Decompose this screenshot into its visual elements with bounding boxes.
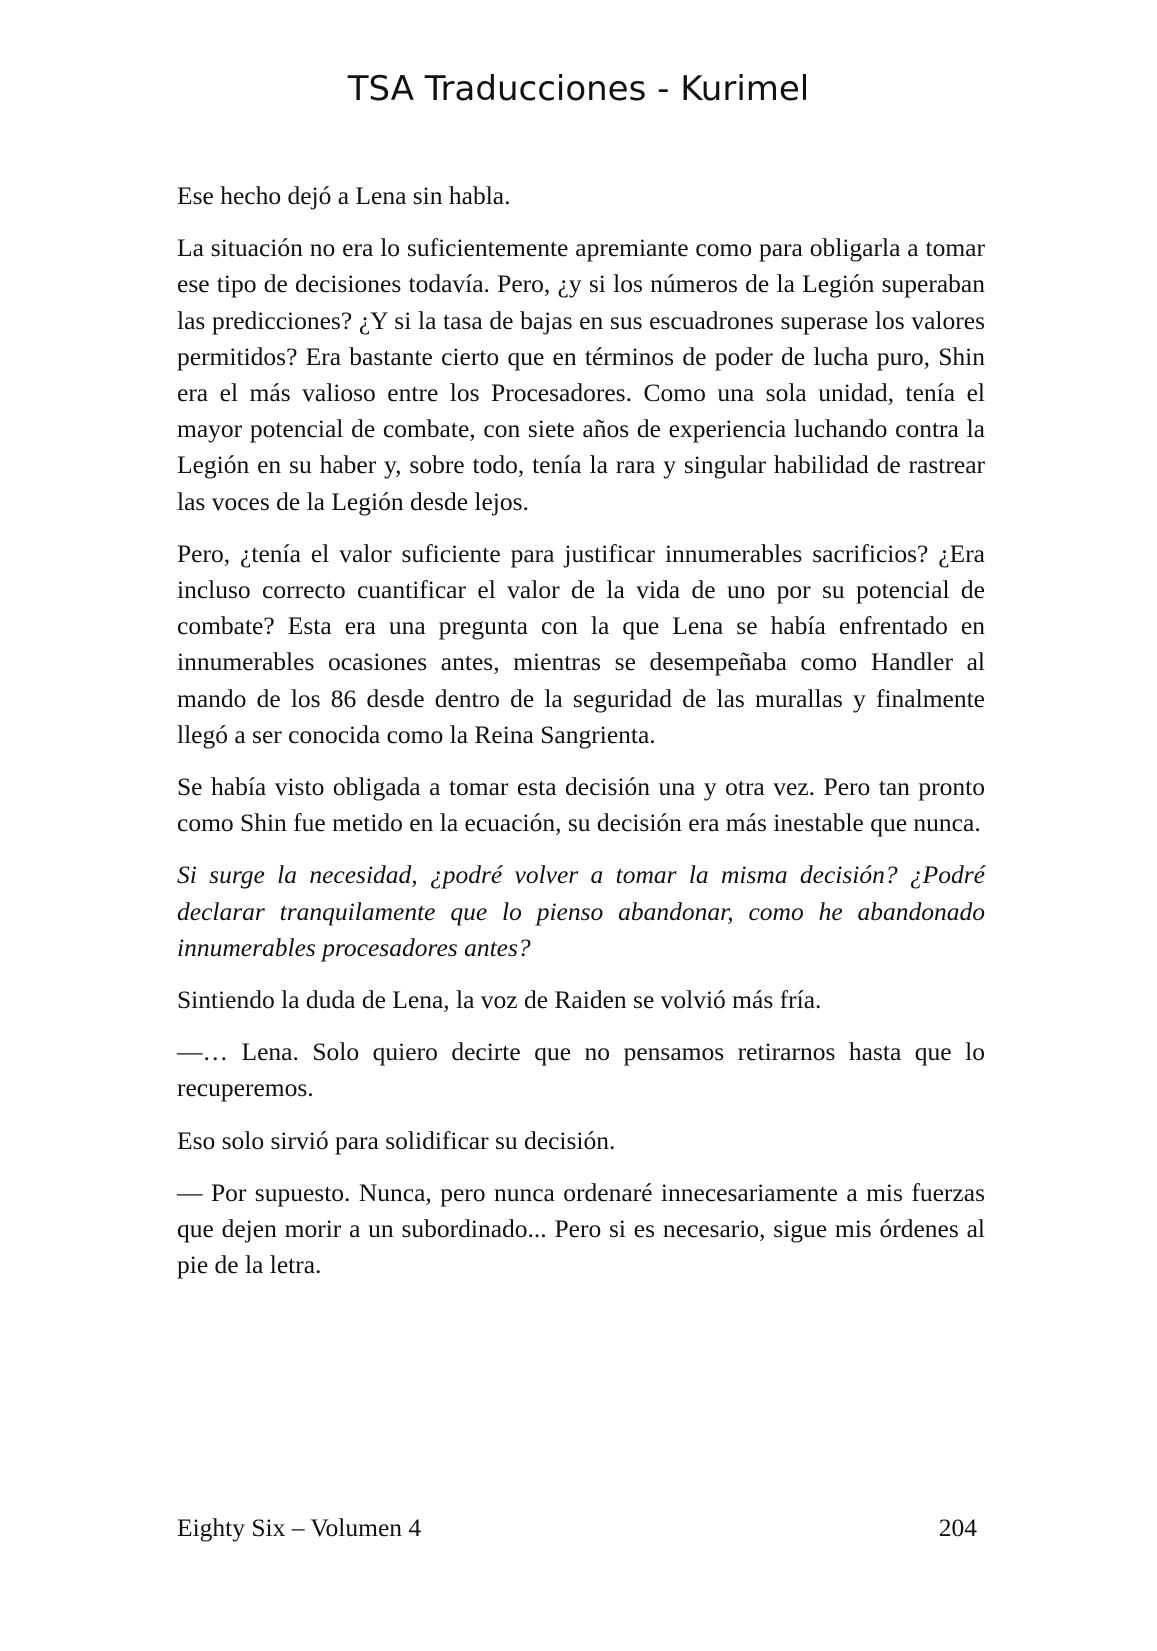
paragraph: Eso solo sirvió para solidificar su decisión. — [177, 1125, 616, 1155]
dialogue-paragraph: —… Lena. Solo quiero decirte que no pensamos retirarnos hasta que lo recuperemos. — [177, 1037, 985, 1103]
paragraph: Sintiendo la duda de Lena, la voz de Raiden se volvió más fría. — [177, 985, 822, 1015]
page-header-title: TSA Traducciones - Kurimel — [347, 69, 810, 109]
paragraph: La situación no era lo suficientemente apremiante como para obligarla a tomar ese tipo de decisiones todavía. Pero, ¿y si los números de la Legión superaban las predicciones? ¿Y si la tasa de bajas en sus escuadrones superase los valores permitidos? Era bastante cierto que en términos de poder de lucha puro, Shin era el más valioso entre los Procesadores. Como una sola unidad, tenía el mayor potencial de combate, con siete años de experiencia luchando contra la Legión en su haber y, sobre todo, tenía la rara y singular habilidad de rastrear las voces de la Legión desde lejos. — [177, 233, 985, 516]
italic-paragraph: Si surge la necesidad, ¿podré volver a tomar la misma decisión? ¿Podré declarar tranquilamente que lo pienso abandonar, como he abandonado innumerables procesadores antes? — [177, 860, 985, 962]
page-number: 204 — [938, 1513, 977, 1542]
book-title: Eighty Six – Volumen 4 — [177, 1513, 422, 1542]
dialogue-paragraph: — Por supuesto. Nunca, pero nunca ordenaré innecesariamente a mis fuerzas que dejen morir a un subordinado... Pero si es necesario, sigue mis órdenes al pie de la letra. — [177, 1177, 985, 1280]
paragraph: Ese hecho dejó a Lena sin habla. — [177, 181, 511, 210]
paragraph: Se había visto obligada a tomar esta decisión una y otra vez. Pero tan pronto como Shin fue metido en la ecuación, su decisión era más inestable que nunca. — [177, 772, 985, 838]
paragraph: Pero, ¿tenía el valor suficiente para justificar innumerables sacrificios? ¿Era incluso correcto cuantificar el valor de la vida de uno por su potencial de combate? Esta era una pregunta con la que Lena se había enfrentado en innumerables ocasiones antes, mientras se desempeñaba como Handler al mando de los 86 desde dentro de la seguridad de las murallas y finalmente llegó a ser conocida como la Reina Sangrienta. — [177, 538, 985, 749]
body-text — [177, 178, 985, 1299]
